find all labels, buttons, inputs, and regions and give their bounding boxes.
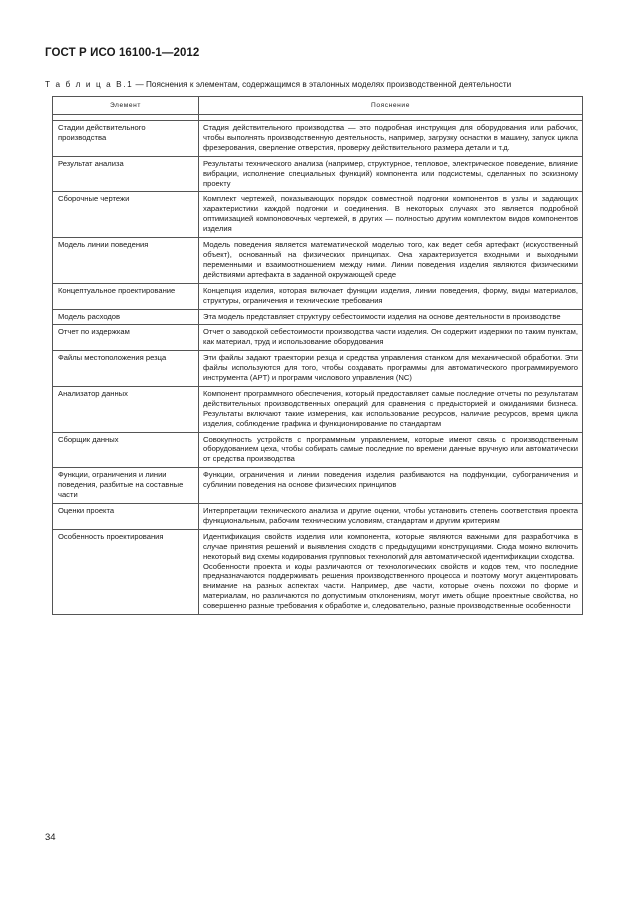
explanation-cell: Комплект чертежей, показывающих порядок совместной подгонки компонентов в узлы и задающих характеристики каждой подгонки и соединения. В некоторых случаях это является подробной оптимизацией компоновочных чертежей, в других — полностью другим комплектом видов компонентов изделия [199, 192, 583, 238]
explanation-cell: Эти файлы задают траектории резца и средства управления станком для механической обработки. Эти файлы используются для того, чтобы создавать программы для автоматического программируемого инструмента (APT) и программ числового управления (NC) [199, 351, 583, 387]
explanation-cell [199, 529, 583, 614]
table-row [53, 325, 583, 351]
table-row [53, 156, 583, 192]
explanations-table [52, 96, 583, 615]
element-cell: Сборочные чертежи [53, 192, 199, 238]
table-row [53, 504, 583, 530]
table-row [53, 238, 583, 284]
explanation-cell: Компонент программного обеспечения, который предоставляет самые последние отчеты по результатам действительных производственных операций для сравнения с предысторией и ожиданиями бизнеса. Результаты включают такие измерения, как использование ресурсов, наличие ресурсов, время цикла изделия, соблюдение графика и функционирование по стандартам [199, 386, 583, 432]
element-cell: Стадии действительного производства [53, 121, 199, 157]
element-cell: Анализатор данных [53, 386, 199, 432]
explanation-cell: Результаты технического анализа (например, структурное, тепловое, электрическое поведение, влияние вибрации, исполнение специальных функций) компонента или подсистемы, сделанных по эскизному проекту [199, 156, 583, 192]
table-row [53, 283, 583, 309]
explanation-cell: Концепция изделия, которая включает функции изделия, линии поведения, форму, виды материалов, структуры, ограничения и технические требования [199, 283, 583, 309]
table-caption-label: Т а б л и ц а В.1 [45, 80, 134, 89]
table-row [53, 121, 583, 157]
table-row [53, 192, 583, 238]
table-caption [45, 80, 511, 89]
column-header-element: Элемент [53, 97, 199, 115]
explanation-cell: Функции, ограничения и линии поведения изделия разбиваются на подфункции, субограничения и сублинии поведения на основе физических принципов [199, 468, 583, 504]
table-row [53, 386, 583, 432]
explanation-cell: Модель поведения является математической моделью того, как ведет себя артефакт (искусственный объект), основанный на физических принципах. Она характеризуется входными и выходными переменными и взаимоотношением между ними. Линии поведения изделия являются физическими действиями артефакта в заданной окружающей среде [199, 238, 583, 284]
element-cell: Особенность проектирования [53, 529, 199, 614]
element-cell: Файлы местоположения резца [53, 351, 199, 387]
page-number: 34 [45, 832, 56, 843]
element-cell: Сборщик данных [53, 432, 199, 468]
element-cell: Отчет по издержкам [53, 325, 199, 351]
column-header-explanation: Пояснение [199, 97, 583, 115]
explanation-cell: Интерпретации технического анализа и другие оценки, чтобы установить степень соответствия проекта функциональным, рабочим техническим условиям, стандартам и другим критериям [199, 504, 583, 530]
explanation-cell: Стадия действительного производства — это подробная инструкция для оборудования или рабочих, чтобы выполнять производственную деятельность, например, загрузку оснастки в машину, запуск цикла фрезерования, сверление отверстия, проверку действительного размера детали и т.д. [199, 121, 583, 157]
element-cell: Модель линии поведения [53, 238, 199, 284]
element-cell: Модель расходов [53, 309, 199, 325]
explanation-cell: Совокупность устройств с программным управлением, которые имеют связь с производственным оборудованием цеха, чтобы собирать самые последние по времени данные вручную или автоматически от средства производства [199, 432, 583, 468]
document-header: ГОСТ Р ИСО 16100-1—2012 [45, 47, 200, 59]
explanation-paragraph: Особенности проекта и коды различаются от технологических свойств и кодов тем, что последние предназначаются поддерживать решения производственного процесса и поэтому могут акцентировать внимание на разных аспектах части. Например, две части, которые очень похожи по форме и материалам, но различаются по допустимым отклонениям, могут иметь общие проектные свойства, но совершенно разные требования к обработке и, следовательно, разные производственные особенности [203, 561, 578, 611]
table-row [53, 309, 583, 325]
table-row [53, 351, 583, 387]
element-cell: Функции, ограничения и линии поведения, разбитые на составные части [53, 468, 199, 504]
table-row [53, 432, 583, 468]
table-row [53, 468, 583, 504]
table-caption-text: — Пояснения к элементам, содержащимся в эталонных моделях производственной деятельности [133, 80, 512, 89]
element-cell: Концептуальное проектирование [53, 283, 199, 309]
explanation-cell: Эта модель представляет структуру себестоимости изделия на основе деятельности в производстве [199, 309, 583, 325]
element-cell: Оценки проекта [53, 504, 199, 530]
explanation-cell: Отчет о заводской себестоимости производства части изделия. Он содержит издержки по таким пунктам, как материал, труд и использование оборудования [199, 325, 583, 351]
table-row [53, 529, 583, 614]
explanation-paragraph: Идентификация свойств изделия или компонента, которые являются важными для разработчика в случае принятия решений и выявления сходств с предыдущими конструкциями. Сюда можно включить некоторый вид схемы кодирования групповых технологий для автоматической идентификации сходства. [203, 531, 578, 561]
element-cell: Результат анализа [53, 156, 199, 192]
